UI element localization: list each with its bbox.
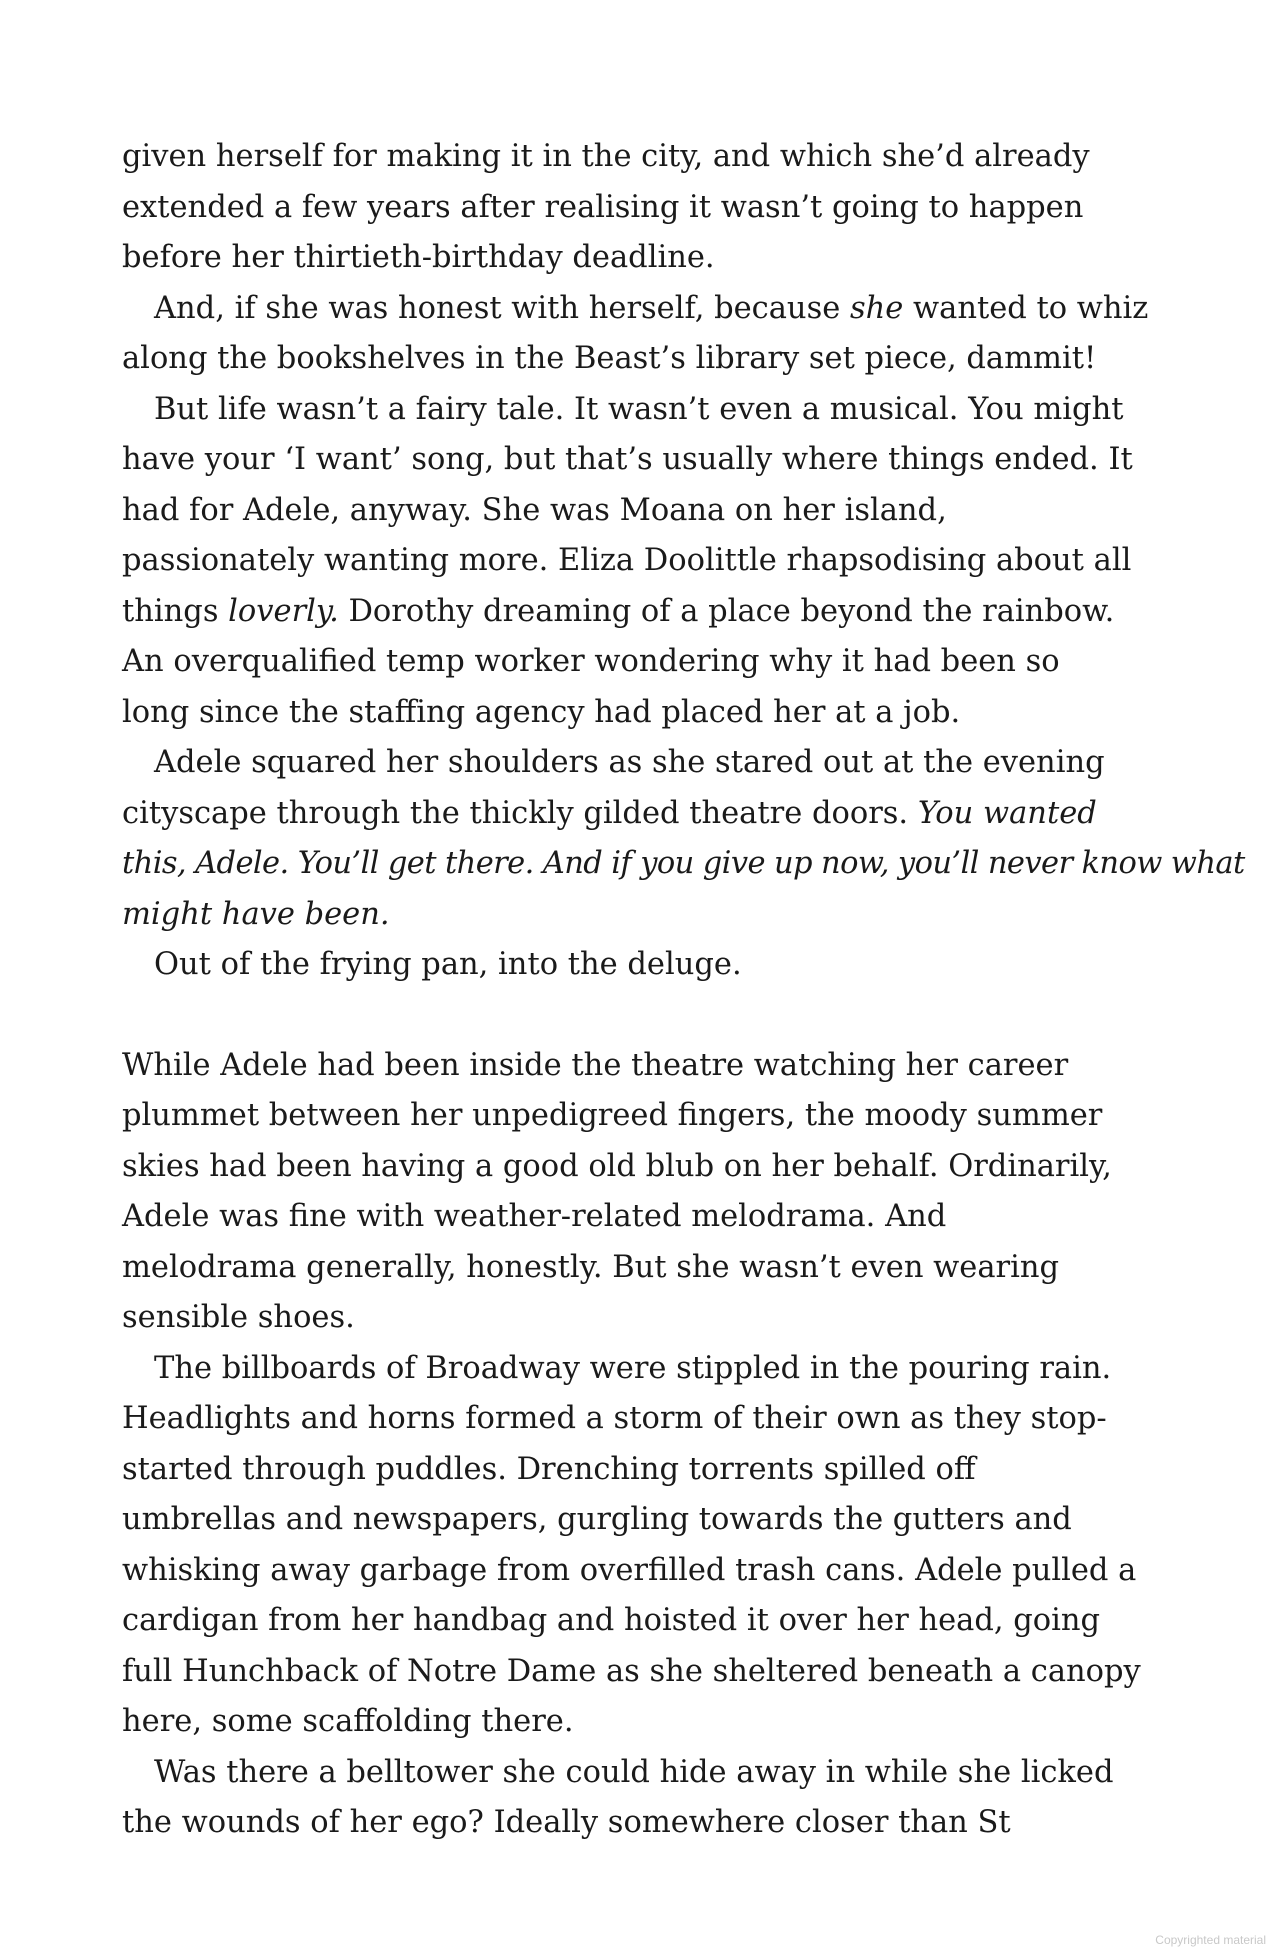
text-line: extended a few years after realising it wasn’t going to happen (122, 189, 1084, 225)
text-line: things loverly. Dorothy dreaming of a place beyond the rainbow. (122, 593, 1115, 629)
paragraph (122, 385, 1182, 739)
text-line: passionately wanting more. Eliza Doolittle rhapsodising about all (122, 543, 1132, 578)
paragraph (122, 1041, 1182, 1344)
text-line: Adele squared her shoulders as she stared out at the evening (154, 745, 1105, 780)
text-line: melodrama generally, honestly. But she wasn’t even wearing (122, 1249, 1060, 1285)
text-line (122, 890, 1182, 941)
italic-text: You wanted (917, 795, 1097, 831)
text-line (122, 839, 1245, 890)
text-line: plummet between her unpedigreed fingers, the moody summer (122, 1098, 1103, 1133)
text-line: started through puddles. Drenching torrents spilled off (122, 1451, 976, 1487)
text-line: along the bookshelves in the Beast’s library set piece, dammit! (122, 341, 1097, 376)
text-line: An overqualified temp worker wondering why it had been so (122, 644, 1060, 679)
text-line: have your ‘I want’ song, but that’s usually where things ended. It (122, 442, 1133, 477)
text-line: And, if she was honest with herself, because she wanted to whiz (154, 290, 1149, 326)
text-line: cityscape through the thickly gilded theatre doors. You wanted (122, 795, 1097, 831)
text-line: whisking away garbage from overfilled trash cans. Adele pulled a (122, 1552, 1137, 1588)
paragraph (122, 1344, 1182, 1748)
text-line: skies had been having a good old blub on her behalf. Ordinarily, (122, 1148, 1112, 1184)
text-line: the wounds of her ego? Ideally somewhere closer than St (122, 1805, 1011, 1840)
text-line: long since the staffing agency had placed her at a job. (122, 694, 961, 730)
text-line: cardigan from her handbag and hoisted it over her head, going (122, 1603, 1101, 1638)
copyright-watermark: Copyrighted material (1155, 1933, 1266, 1947)
paragraph (122, 284, 1182, 385)
text-line: full Hunchback of Notre Dame as she sheltered beneath a canopy (122, 1653, 1141, 1689)
text-line: given herself for making it in the city, and which she’d already (122, 139, 1090, 174)
paragraph-continued (122, 132, 1182, 284)
text-line: Headlights and horns formed a storm of their own as they stop- (122, 1401, 1107, 1436)
italic-text: she (849, 290, 904, 326)
paragraph (122, 738, 1245, 940)
text-line: The billboards of Broadway were stippled in the pouring rain. (154, 1350, 1112, 1386)
paragraph (122, 940, 1182, 991)
text-line: But life wasn’t a fairy tale. It wasn’t even a musical. You might (154, 391, 1124, 427)
italic-text: loverly. (228, 593, 339, 629)
text-line: While Adele had been inside the theatre watching her career (122, 1047, 1069, 1083)
text-line: before her thirtieth-birthday deadline. (122, 240, 715, 275)
text-line: umbrellas and newspapers, gurgling towards the gutters and (122, 1502, 1072, 1537)
book-page (122, 132, 1245, 1849)
text-line: had for Adele, anyway. She was Moana on her island, (122, 492, 947, 528)
text-line: Was there a belltower she could hide away in while she licked (154, 1754, 1114, 1790)
paragraph (122, 1748, 1182, 1849)
text-line: Adele was fine with weather-related melodrama. And (122, 1199, 947, 1234)
text-line: here, some scaffolding there. (122, 1704, 574, 1739)
italic-text: this, Adele. You’ll get there. And if you give up now, you’ll never know what (122, 846, 1245, 881)
text-line: Out of the frying pan, into the deluge. (154, 947, 742, 982)
text-line: sensible shoes. (122, 1300, 355, 1335)
italic-text: might have been. (122, 896, 390, 932)
section-break (122, 991, 1182, 1041)
